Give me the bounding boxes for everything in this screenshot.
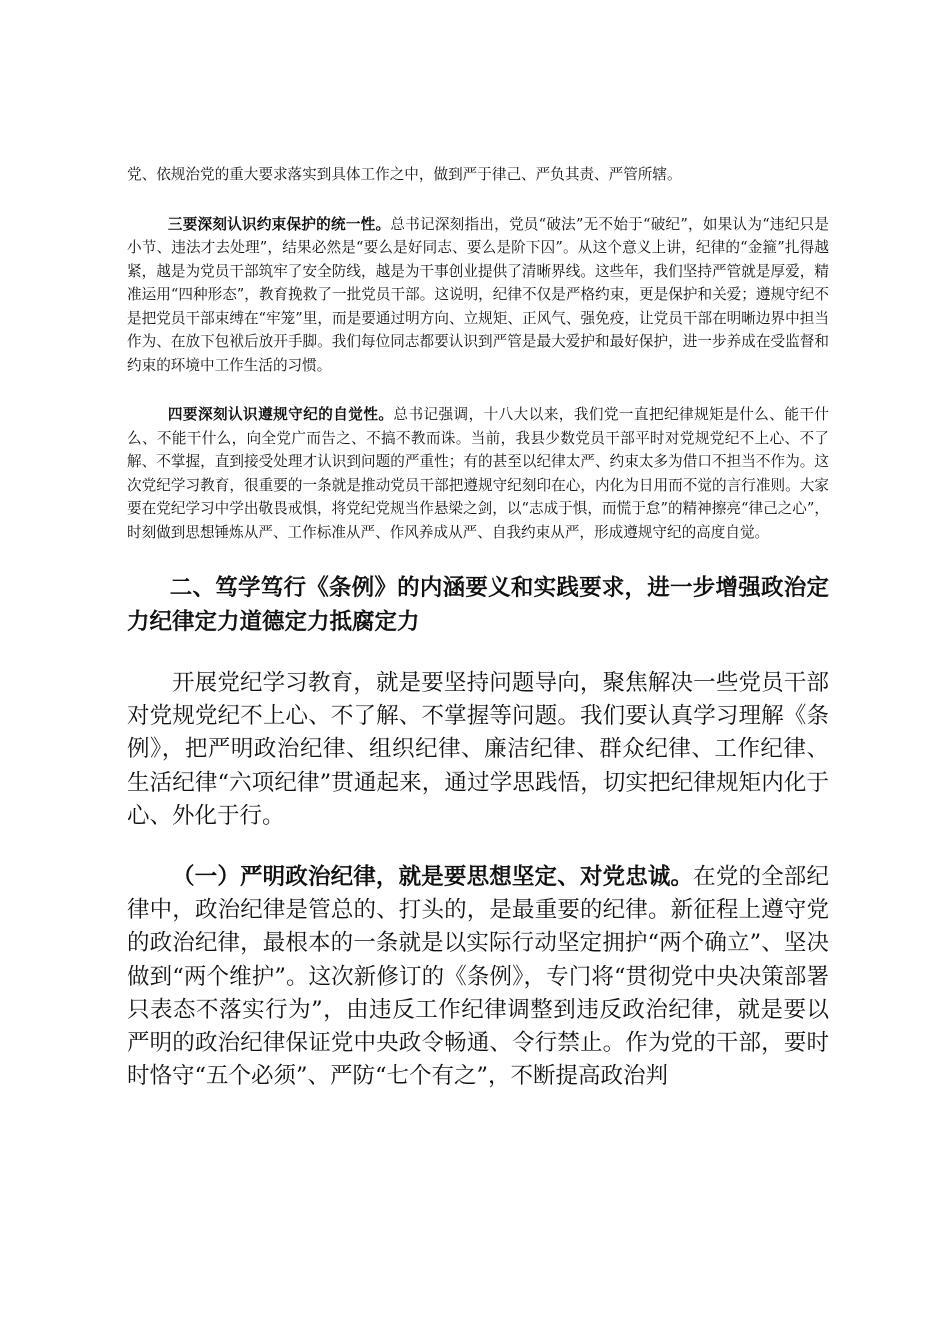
subsection-lead: （一）严明政治纪律，就是要思想坚定、对党忠诚。 — [172, 864, 694, 891]
paragraph-three — [127, 213, 829, 378]
paragraph-body: 总书记深刻指出，党员“破法”无不始于“破纪”，如果认为“违纪只是小节、违法才去处理”，结果必然是“要么是好同志、要么是阶下囚”。从这个意义上讲，纪律的“金箍”扎得越紧，越是为党员干部筑牢了安全防线，越是为干事创业提供了清晰界线。这些年，我们坚持严管就是厚爱，精准运用“四种形态”，教育挽救了一批党员干部。这说明，纪律不仅是严格约束，更是保护和关爱；遵规守纪不是把党员干部束缚在“牢笼”里，而是要通过明方向、立规矩、正风气、强免疫，让党员干部在明晰边界中担当作为、在放下包袱后放开手脚。我们每位同志都要认识到严管是最大爱护和最好保护，进一步养成在受监督和约束的环境中工作生活的习惯。 — [127, 215, 829, 374]
spacer — [127, 544, 829, 572]
document-page — [127, 163, 829, 1093]
continued-paragraph: 党、依规治党的重大要求落实到具体工作之中，做到严于律己、严负其责、严管所辖。 — [127, 166, 682, 183]
spacer — [127, 187, 829, 213]
subsection-body: 在党的全部纪律中，政治纪律是管总的、打头的，是最重要的纪律。新征程上遵守党的政治纪律，最根本的一条就是以实际行动坚定拥护“两个确立”、坚决做到“两个维护”。这次新修订的《条例》，专门将“贯彻党中央决策部署只表态不落实行为”，由违反工作纪律调整到违反政治纪律，就是要以严明的政治纪律保证党中央政令畅通、令行禁止。作为党的干部，要时时恪守“五个必须”、严防“七个有之”，不断提高政治判 — [127, 864, 829, 1090]
large-text-section — [127, 667, 829, 1093]
paragraph-lead: 四要深刻认识遵规守纪的自觉性。 — [167, 406, 394, 423]
paragraph-body: 总书记强调，十八大以来，我们党一直把纪律规矩是什么、能干什么、不能干什么，向全党广而告之、不搞不教而诛。当前，我县少数党员干部平时对党规党纪不上心、不了解、不掌握，直到接受处理才认识到问题的严重性；有的甚至以纪律太严、约束太多为借口不担当不作为。这次党纪学习教育，很重要的一条就是推动党员干部把遵规守纪刻印在心，内化为日用而不觉的言行准则。大家要在党纪学习中学出敬畏戒惧，将党纪党规当作悬梁之剑，以“志成于惧，而慌于怠”的精神擦亮“律己之心”，时刻做到思想锤炼从严、工作标准从严、作风养成从严、自我约束从严，形成遵规守纪的高度自觉。 — [127, 406, 829, 541]
subsection-paragraph — [127, 861, 829, 1093]
section-heading: 二、笃学笃行《条例》的内涵要义和实践要求，进一步增强政治定力纪律定力道德定力抵腐定力 — [127, 575, 829, 635]
spacer — [127, 639, 829, 667]
spacer — [127, 833, 829, 861]
paragraph-lead: 三要深刻认识约束保护的统一性。 — [167, 215, 391, 233]
spacer — [127, 377, 829, 403]
intro-paragraph: 开展党纪学习教育，就是要坚持问题导向，聚焦解决一些党员干部对党规党纪不上心、不了解、不掌握等问题。我们要认真学习理解《条例》，把严明政治纪律、组织纪律、廉洁纪律、群众纪律、工作纪律、生活纪律“六项纪律”贯通起来，通过学思践悟，切实把纪律规矩内化于心、外化于行。 — [127, 670, 829, 829]
paragraph-four — [127, 403, 829, 544]
small-text-section — [127, 163, 829, 544]
